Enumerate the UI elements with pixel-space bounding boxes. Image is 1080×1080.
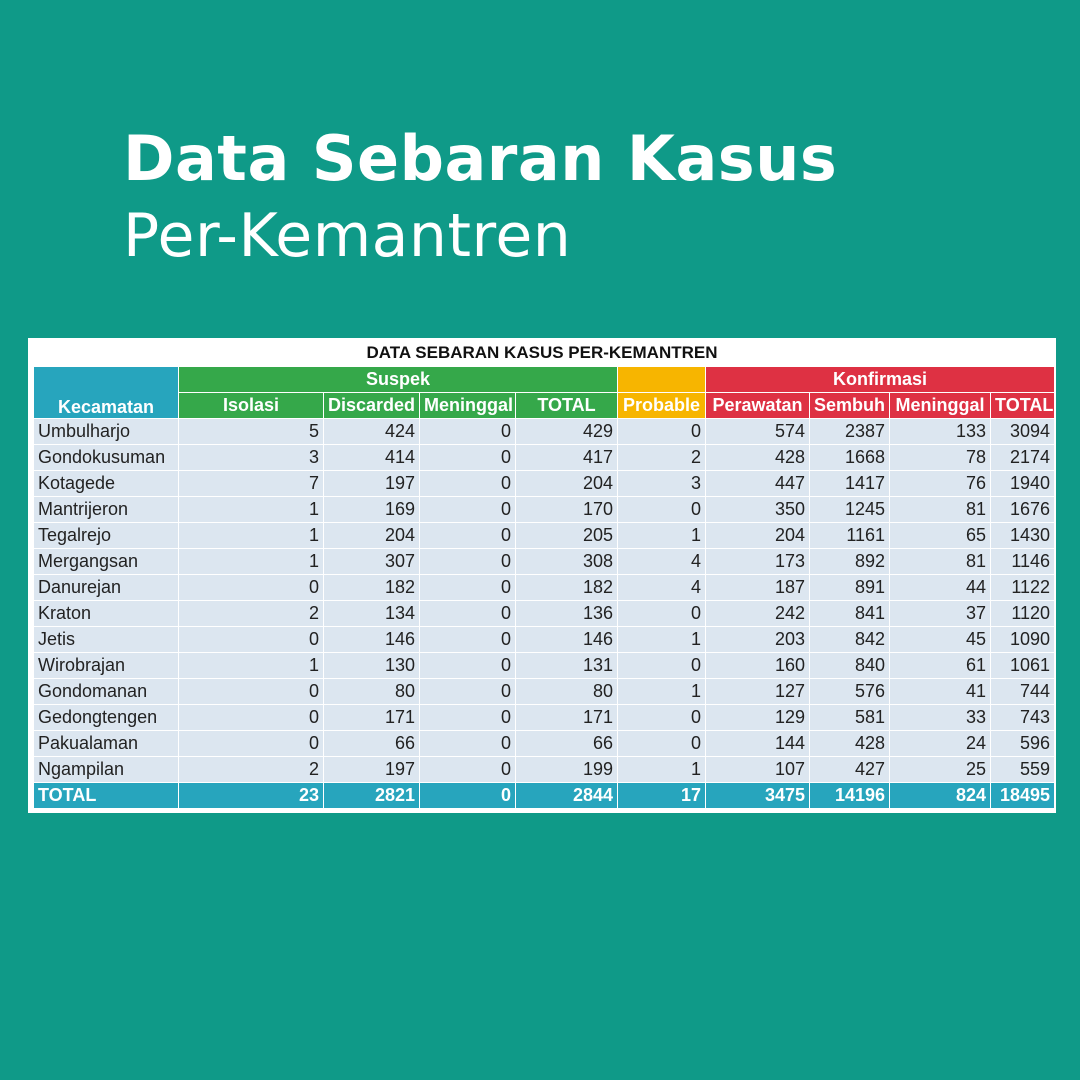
kecamatan-cell: Kotagede: [34, 471, 179, 497]
meninggal-suspek-cell: 0: [420, 419, 516, 445]
perawatan-cell: 242: [706, 601, 810, 627]
probable-cell: 0: [618, 653, 706, 679]
total-total-suspek-cell: 2844: [516, 783, 618, 809]
kecamatan-cell: Danurejan: [34, 575, 179, 601]
meninggal-suspek-cell: 0: [420, 575, 516, 601]
perawatan-cell: 187: [706, 575, 810, 601]
meninggal-suspek-cell: 0: [420, 471, 516, 497]
perawatan-cell: 173: [706, 549, 810, 575]
total-suspek-cell: 308: [516, 549, 618, 575]
meninggal-suspek-cell: 0: [420, 627, 516, 653]
discarded-cell: 134: [324, 601, 420, 627]
discarded-cell: 66: [324, 731, 420, 757]
total-konfirmasi-cell: 1676: [991, 497, 1055, 523]
total-suspek-cell: 66: [516, 731, 618, 757]
meninggal-konfirmasi-cell: 41: [890, 679, 991, 705]
probable-cell: 0: [618, 497, 706, 523]
total-konfirmasi-cell: 1120: [991, 601, 1055, 627]
probable-cell: 0: [618, 731, 706, 757]
meninggal-konfirmasi-cell: 65: [890, 523, 991, 549]
probable-cell: 0: [618, 601, 706, 627]
total-suspek-cell: 204: [516, 471, 618, 497]
discarded-cell: 414: [324, 445, 420, 471]
kecamatan-cell: Mantrijeron: [34, 497, 179, 523]
isolasi-cell: 7: [179, 471, 324, 497]
kecamatan-cell: Pakualaman: [34, 731, 179, 757]
kecamatan-cell: Gondokusuman: [34, 445, 179, 471]
sembuh-cell: 1417: [810, 471, 890, 497]
header-meninggal-suspek: Meninggal: [420, 393, 516, 419]
meninggal-konfirmasi-cell: 33: [890, 705, 991, 731]
meninggal-suspek-cell: 0: [420, 653, 516, 679]
data-table-card: [28, 338, 1056, 813]
meninggal-konfirmasi-cell: 61: [890, 653, 991, 679]
total-konfirmasi-cell: 596: [991, 731, 1055, 757]
header-suspek: Suspek: [179, 367, 618, 393]
meninggal-konfirmasi-cell: 25: [890, 757, 991, 783]
meninggal-konfirmasi-cell: 24: [890, 731, 991, 757]
total-suspek-cell: 131: [516, 653, 618, 679]
total-suspek-cell: 417: [516, 445, 618, 471]
perawatan-cell: 129: [706, 705, 810, 731]
table-row: [34, 497, 1055, 523]
perawatan-cell: 428: [706, 445, 810, 471]
isolasi-cell: 0: [179, 679, 324, 705]
probable-cell: 1: [618, 523, 706, 549]
isolasi-cell: 2: [179, 757, 324, 783]
probable-cell: 1: [618, 627, 706, 653]
total-meninggal-konfirmasi-cell: 824: [890, 783, 991, 809]
perawatan-cell: 350: [706, 497, 810, 523]
perawatan-cell: 447: [706, 471, 810, 497]
discarded-cell: 146: [324, 627, 420, 653]
sembuh-cell: 1161: [810, 523, 890, 549]
meninggal-konfirmasi-cell: 37: [890, 601, 991, 627]
total-suspek-cell: 170: [516, 497, 618, 523]
total-konfirmasi-cell: 1940: [991, 471, 1055, 497]
header-sembuh: Sembuh: [810, 393, 890, 419]
table-row: [34, 653, 1055, 679]
sembuh-cell: 581: [810, 705, 890, 731]
probable-cell: 4: [618, 575, 706, 601]
meninggal-konfirmasi-cell: 44: [890, 575, 991, 601]
probable-cell: 3: [618, 471, 706, 497]
isolasi-cell: 0: [179, 731, 324, 757]
total-konfirmasi-cell: 1122: [991, 575, 1055, 601]
perawatan-cell: 160: [706, 653, 810, 679]
isolasi-cell: 3: [179, 445, 324, 471]
isolasi-cell: 0: [179, 705, 324, 731]
total-konfirmasi-cell: 2174: [991, 445, 1055, 471]
table-row: [34, 549, 1055, 575]
kecamatan-cell: Umbulharjo: [34, 419, 179, 445]
sembuh-cell: 576: [810, 679, 890, 705]
perawatan-cell: 574: [706, 419, 810, 445]
total-suspek-cell: 80: [516, 679, 618, 705]
cases-table: [33, 366, 1055, 809]
header-total-konfirmasi: TOTAL: [991, 393, 1055, 419]
sembuh-cell: 891: [810, 575, 890, 601]
kecamatan-cell: Gondomanan: [34, 679, 179, 705]
page-subtitle: Per-Kemantren: [123, 201, 572, 271]
sembuh-cell: 840: [810, 653, 890, 679]
probable-cell: 1: [618, 757, 706, 783]
sembuh-cell: 427: [810, 757, 890, 783]
kecamatan-cell: Mergangsan: [34, 549, 179, 575]
header-meninggal-konfirmasi: Meninggal: [890, 393, 991, 419]
meninggal-suspek-cell: 0: [420, 731, 516, 757]
sembuh-cell: 2387: [810, 419, 890, 445]
meninggal-suspek-cell: 0: [420, 497, 516, 523]
discarded-cell: 307: [324, 549, 420, 575]
meninggal-suspek-cell: 0: [420, 679, 516, 705]
header-perawatan: Perawatan: [706, 393, 810, 419]
header-kecamatan: Kecamatan: [34, 367, 179, 419]
total-kecamatan-cell: TOTAL: [34, 783, 179, 809]
sembuh-cell: 841: [810, 601, 890, 627]
table-row: [34, 731, 1055, 757]
table-row: [34, 679, 1055, 705]
discarded-cell: 197: [324, 757, 420, 783]
table-row: [34, 575, 1055, 601]
perawatan-cell: 204: [706, 523, 810, 549]
total-suspek-cell: 136: [516, 601, 618, 627]
total-probable-cell: 17: [618, 783, 706, 809]
meninggal-konfirmasi-cell: 81: [890, 497, 991, 523]
total-konfirmasi-cell: 1146: [991, 549, 1055, 575]
perawatan-cell: 203: [706, 627, 810, 653]
kecamatan-cell: Gedongtengen: [34, 705, 179, 731]
isolasi-cell: 1: [179, 523, 324, 549]
isolasi-cell: 1: [179, 653, 324, 679]
total-konfirmasi-cell: 3094: [991, 419, 1055, 445]
total-perawatan-cell: 3475: [706, 783, 810, 809]
discarded-cell: 80: [324, 679, 420, 705]
discarded-cell: 424: [324, 419, 420, 445]
meninggal-konfirmasi-cell: 81: [890, 549, 991, 575]
perawatan-cell: 127: [706, 679, 810, 705]
probable-cell: 0: [618, 705, 706, 731]
table-row: [34, 471, 1055, 497]
probable-cell: 1: [618, 679, 706, 705]
total-suspek-cell: 205: [516, 523, 618, 549]
sembuh-cell: 1245: [810, 497, 890, 523]
total-discarded-cell: 2821: [324, 783, 420, 809]
kecamatan-cell: Kraton: [34, 601, 179, 627]
total-konfirmasi-cell: 743: [991, 705, 1055, 731]
isolasi-cell: 1: [179, 497, 324, 523]
discarded-cell: 182: [324, 575, 420, 601]
meninggal-konfirmasi-cell: 76: [890, 471, 991, 497]
perawatan-cell: 107: [706, 757, 810, 783]
total-konfirmasi-cell: 1090: [991, 627, 1055, 653]
total-konfirmasi-cell: 559: [991, 757, 1055, 783]
page-title: Data Sebaran Kasus: [123, 122, 838, 195]
table-title: DATA SEBARAN KASUS PER-KEMANTREN: [366, 343, 718, 362]
total-konfirmasi-cell: 744: [991, 679, 1055, 705]
probable-cell: 2: [618, 445, 706, 471]
table-row: [34, 627, 1055, 653]
kecamatan-cell: Jetis: [34, 627, 179, 653]
meninggal-suspek-cell: 0: [420, 757, 516, 783]
sembuh-cell: 428: [810, 731, 890, 757]
total-konfirmasi-cell: 1061: [991, 653, 1055, 679]
header-total-suspek: TOTAL: [516, 393, 618, 419]
meninggal-suspek-cell: 0: [420, 523, 516, 549]
meninggal-konfirmasi-cell: 78: [890, 445, 991, 471]
meninggal-suspek-cell: 0: [420, 445, 516, 471]
sembuh-cell: 892: [810, 549, 890, 575]
isolasi-cell: 0: [179, 627, 324, 653]
header-konfirmasi: Konfirmasi: [706, 367, 1055, 393]
total-isolasi-cell: 23: [179, 783, 324, 809]
meninggal-konfirmasi-cell: 133: [890, 419, 991, 445]
table-row: [34, 601, 1055, 627]
table-row: [34, 757, 1055, 783]
kecamatan-cell: Tegalrejo: [34, 523, 179, 549]
perawatan-cell: 144: [706, 731, 810, 757]
total-sembuh-cell: 14196: [810, 783, 890, 809]
total-suspek-cell: 171: [516, 705, 618, 731]
header-probable-top: [618, 367, 706, 393]
isolasi-cell: 0: [179, 575, 324, 601]
total-suspek-cell: 199: [516, 757, 618, 783]
header-isolasi: Isolasi: [179, 393, 324, 419]
header-discarded: Discarded: [324, 393, 420, 419]
probable-cell: 4: [618, 549, 706, 575]
isolasi-cell: 1: [179, 549, 324, 575]
probable-cell: 0: [618, 419, 706, 445]
table-row: [34, 705, 1055, 731]
meninggal-suspek-cell: 0: [420, 549, 516, 575]
kecamatan-cell: Ngampilan: [34, 757, 179, 783]
isolasi-cell: 2: [179, 601, 324, 627]
total-suspek-cell: 182: [516, 575, 618, 601]
total-meninggal-suspek-cell: 0: [420, 783, 516, 809]
discarded-cell: 204: [324, 523, 420, 549]
kecamatan-cell: Wirobrajan: [34, 653, 179, 679]
sembuh-cell: 1668: [810, 445, 890, 471]
discarded-cell: 171: [324, 705, 420, 731]
total-suspek-cell: 429: [516, 419, 618, 445]
meninggal-suspek-cell: 0: [420, 601, 516, 627]
total-row: [34, 783, 1055, 809]
meninggal-suspek-cell: 0: [420, 705, 516, 731]
discarded-cell: 197: [324, 471, 420, 497]
discarded-cell: 169: [324, 497, 420, 523]
meninggal-konfirmasi-cell: 45: [890, 627, 991, 653]
total-suspek-cell: 146: [516, 627, 618, 653]
total-total-konfirmasi-cell: 18495: [991, 783, 1055, 809]
table-row: [34, 419, 1055, 445]
total-konfirmasi-cell: 1430: [991, 523, 1055, 549]
isolasi-cell: 5: [179, 419, 324, 445]
sembuh-cell: 842: [810, 627, 890, 653]
table-row: [34, 445, 1055, 471]
discarded-cell: 130: [324, 653, 420, 679]
header-probable: Probable: [618, 393, 706, 419]
table-row: [34, 523, 1055, 549]
